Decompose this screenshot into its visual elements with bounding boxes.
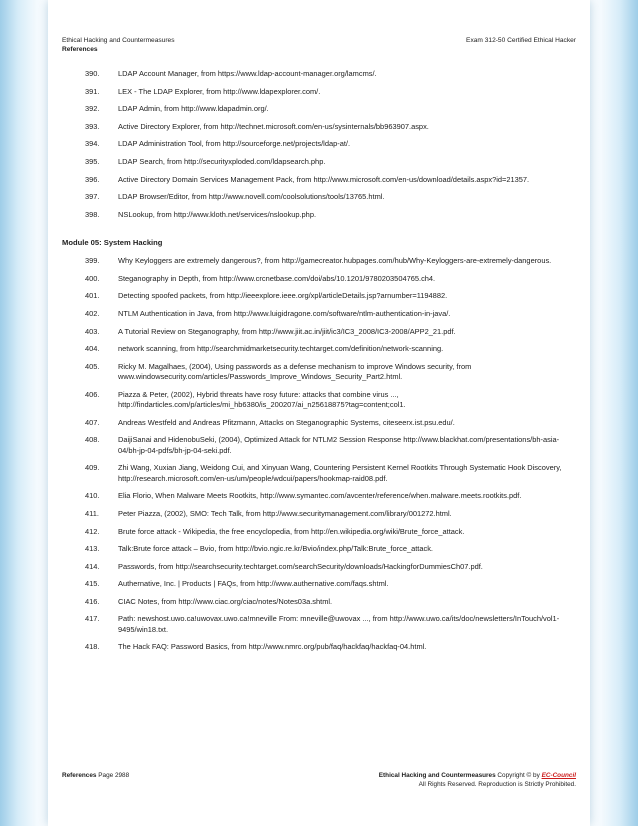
reference-item bbox=[62, 562, 572, 572]
reference-number: 403. bbox=[85, 326, 100, 336]
reference-list-module-04 bbox=[62, 69, 572, 220]
reference-number: 400. bbox=[85, 273, 100, 283]
reference-number: 407. bbox=[85, 417, 100, 427]
reference-number: 408. bbox=[85, 435, 100, 445]
reference-number: 413. bbox=[85, 544, 100, 554]
reference-number: 409. bbox=[85, 463, 100, 473]
ec-council-logo: EC-Council bbox=[541, 772, 576, 779]
reference-text: Why Keyloggers are extremely dangerous?, from http://gamecreator.hubpages.com/hub/Why-Keyloggers-are-extremely-dangerous. bbox=[118, 256, 552, 266]
reference-item bbox=[62, 390, 572, 411]
reference-item bbox=[62, 344, 572, 354]
reference-number: 399. bbox=[85, 256, 100, 266]
reference-item bbox=[62, 327, 572, 337]
footer-course-title: Ethical Hacking and Countermeasures bbox=[378, 772, 496, 779]
reference-number: 412. bbox=[85, 526, 100, 536]
reference-number: 396. bbox=[85, 174, 100, 184]
reference-text: NTLM Authentication in Java, from http://www.luigidragone.com/software/ntlm-authentication-in-java/. bbox=[118, 308, 451, 318]
reference-number: 394. bbox=[85, 139, 100, 149]
reference-text: Passwords, from http://searchsecurity.techtarget.com/searchSecurity/downloads/HackingforDummiesCh07.pdf. bbox=[118, 561, 483, 571]
reference-number: 411. bbox=[85, 508, 99, 518]
reference-text: Peter Piazza, (2002), SMO: Tech Talk, from http://www.securitymanagement.com/library/001272.html. bbox=[118, 508, 452, 518]
reference-text: LDAP Search, from http://securityxploded.com/ldapsearch.php. bbox=[118, 156, 326, 166]
reference-item bbox=[62, 256, 572, 266]
footer-left bbox=[62, 771, 129, 780]
reference-text: LDAP Administration Tool, from http://sourceforge.net/projects/ldap-at/. bbox=[118, 139, 351, 149]
reference-text: Active Directory Domain Services Management Pack, from http://www.microsoft.com/en-us/download/details.aspx?id=21357. bbox=[118, 174, 530, 184]
reference-number: 401. bbox=[85, 291, 100, 301]
reference-text: Zhi Wang, Xuxian Jiang, Weidong Cui, and Xinyuan Wang, Countering Persistent Kernel Rootkits Through Systematic Hook Discovery, http://research.microsoft.com/en-us/um/people/wdcui/papers/hookmap-raid08.pdf. bbox=[118, 463, 562, 483]
reference-text: DaijiSanai and HidenobuSeki, (2004), Optimized Attack for NTLM2 Session Response http://www.blackhat.com/presentations/bh-asia-04/bh-jp-04-pdfs/bh-jp-04-seki.pdf. bbox=[118, 435, 560, 455]
reference-item bbox=[62, 157, 572, 167]
reference-number: 415. bbox=[85, 579, 100, 589]
footer-page-number: Page 2988 bbox=[98, 772, 130, 779]
reference-item bbox=[62, 210, 572, 220]
reference-number: 418. bbox=[85, 642, 100, 652]
header-left bbox=[62, 36, 175, 54]
reference-item bbox=[62, 122, 572, 132]
reference-text: The Hack FAQ: Password Basics, from http://www.nmrc.org/pub/faq/hackfaq/hackfaq-04.html. bbox=[118, 642, 427, 652]
reference-number: 406. bbox=[85, 389, 100, 399]
reference-item bbox=[62, 435, 572, 456]
header-subtitle: References bbox=[62, 46, 98, 53]
reference-item bbox=[62, 87, 572, 97]
reference-text: Talk:Brute force attack – Bvio, from http://bvio.ngic.re.kr/Bvio/index.php/Talk:Brute_force_attack. bbox=[118, 544, 433, 554]
reference-item bbox=[62, 69, 572, 79]
reference-item bbox=[62, 491, 572, 501]
reference-item bbox=[62, 509, 572, 519]
reference-text: Andreas Westfeld and Andreas Pfitzmann, Attacks on Steganographic Systems, citeseerx.ist.psu.edu/. bbox=[118, 417, 455, 427]
reference-item bbox=[62, 463, 572, 484]
reference-item bbox=[62, 544, 572, 554]
reference-number: 397. bbox=[85, 192, 100, 202]
header-title: Ethical Hacking and Countermeasures bbox=[62, 37, 175, 44]
reference-text: LDAP Account Manager, from https://www.ldap-account-manager.org/lamcms/. bbox=[118, 69, 377, 78]
reference-text: CIAC Notes, from http://www.ciac.org/ciac/notes/Notes03a.shtml. bbox=[118, 596, 333, 606]
reference-item bbox=[62, 418, 572, 428]
reference-item bbox=[62, 597, 572, 607]
reference-item bbox=[62, 192, 572, 202]
reference-text: NSLookup, from http://www.kloth.net/services/nslookup.php. bbox=[118, 209, 317, 219]
footer-right bbox=[379, 771, 576, 789]
reference-number: 405. bbox=[85, 361, 100, 371]
reference-text: Ricky M. Magalhaes, (2004), Using passwords as a defense mechanism to improve Windows security, from www.windowsecurity.com/articles/Passwords_Improve_Windows_Security_Part2.html. bbox=[118, 361, 472, 382]
reference-number: 393. bbox=[85, 121, 100, 131]
reference-item bbox=[62, 362, 572, 383]
reference-number: 391. bbox=[85, 86, 100, 96]
reference-text: Active Directory Explorer, from http://technet.microsoft.com/en-us/sysinternals/bb963907.aspx. bbox=[118, 121, 429, 131]
reference-text: LDAP Browser/Editor, from http://www.novell.com/coolsolutions/tools/13765.html. bbox=[118, 192, 385, 202]
reference-text: Steganography in Depth, from http://www.crcnetbase.com/doi/abs/10.1201/9780203504765.ch4. bbox=[118, 273, 436, 283]
reference-text: LEX - The LDAP Explorer, from http://www.ldapexplorer.com/. bbox=[118, 86, 321, 96]
reference-text: network scanning, from http://searchmidmarketsecurity.techtarget.com/definition/network-scanning. bbox=[118, 344, 444, 354]
reference-number: 410. bbox=[85, 491, 100, 501]
reference-text: Piazza & Peter, (2002), Hybrid threats have rosy future: attacks that combine virus ..., http://findarticles.com/p/articles/mi_hb6380/is_200207/ai_n25618875?tag=content;col1. bbox=[118, 389, 406, 410]
reference-number: 392. bbox=[85, 104, 100, 114]
reference-item bbox=[62, 309, 572, 319]
reference-text: LDAP Admin, from http://www.ldapadmin.org/. bbox=[118, 104, 269, 114]
reference-item bbox=[62, 291, 572, 301]
reference-item bbox=[62, 579, 572, 589]
reference-text: Path: newshost.uwo.ca!uwovax.uwo.ca!mneville From: mneville@uwovax ..., from http://www.uwo.ca/its/doc/newsletters/InTouch/vol1-9495/win18.txt. bbox=[118, 614, 560, 634]
reference-text: Elia Florio, When Malware Meets Rootkits, http://www.symantec.com/avcenter/reference/when.malware.meets.rootkits.pdf. bbox=[118, 491, 522, 501]
reference-item bbox=[62, 614, 572, 635]
reference-text: Detecting spoofed packets, from http://ieeexplore.ieee.org/xpl/articleDetails.jsp?arnumber=1194882. bbox=[118, 291, 448, 301]
reference-number: 414. bbox=[85, 561, 100, 571]
reference-item bbox=[62, 175, 572, 185]
reference-number: 390. bbox=[85, 69, 100, 78]
reference-number: 402. bbox=[85, 308, 100, 318]
reference-number: 417. bbox=[85, 614, 100, 624]
reference-text: Brute force attack - Wikipedia, the free encyclopedia, from http://en.wikipedia.org/wiki/Brute_force_attack. bbox=[118, 526, 465, 536]
header-exam: Exam 312-50 Certified Ethical Hacker bbox=[466, 37, 576, 44]
reference-text: A Tutorial Review on Steganography, from http://www.jiit.ac.in/jiit/ic3/IC3_2008/IC3-2008/APP2_21.pdf. bbox=[118, 326, 456, 336]
reference-item bbox=[62, 642, 572, 652]
reference-number: 404. bbox=[85, 344, 100, 354]
reference-list-module-05 bbox=[62, 256, 572, 653]
footer-page-label: References bbox=[62, 772, 97, 779]
footer-copyright: Copyright © by bbox=[497, 772, 540, 779]
reference-item bbox=[62, 139, 572, 149]
footer-rights: All Rights Reserved. Reproduction is Strictly Prohibited. bbox=[418, 781, 576, 788]
reference-item bbox=[62, 104, 572, 114]
reference-number: 416. bbox=[85, 596, 100, 606]
reference-text: Authernative, Inc. | Products | FAQs, from http://www.authernative.com/faqs.shtml. bbox=[118, 579, 389, 589]
references-content bbox=[62, 69, 572, 660]
reference-item bbox=[62, 527, 572, 537]
reference-number: 398. bbox=[85, 209, 100, 219]
reference-item bbox=[62, 274, 572, 284]
reference-number: 395. bbox=[85, 156, 100, 166]
module-title: Module 05: System Hacking bbox=[62, 238, 163, 248]
